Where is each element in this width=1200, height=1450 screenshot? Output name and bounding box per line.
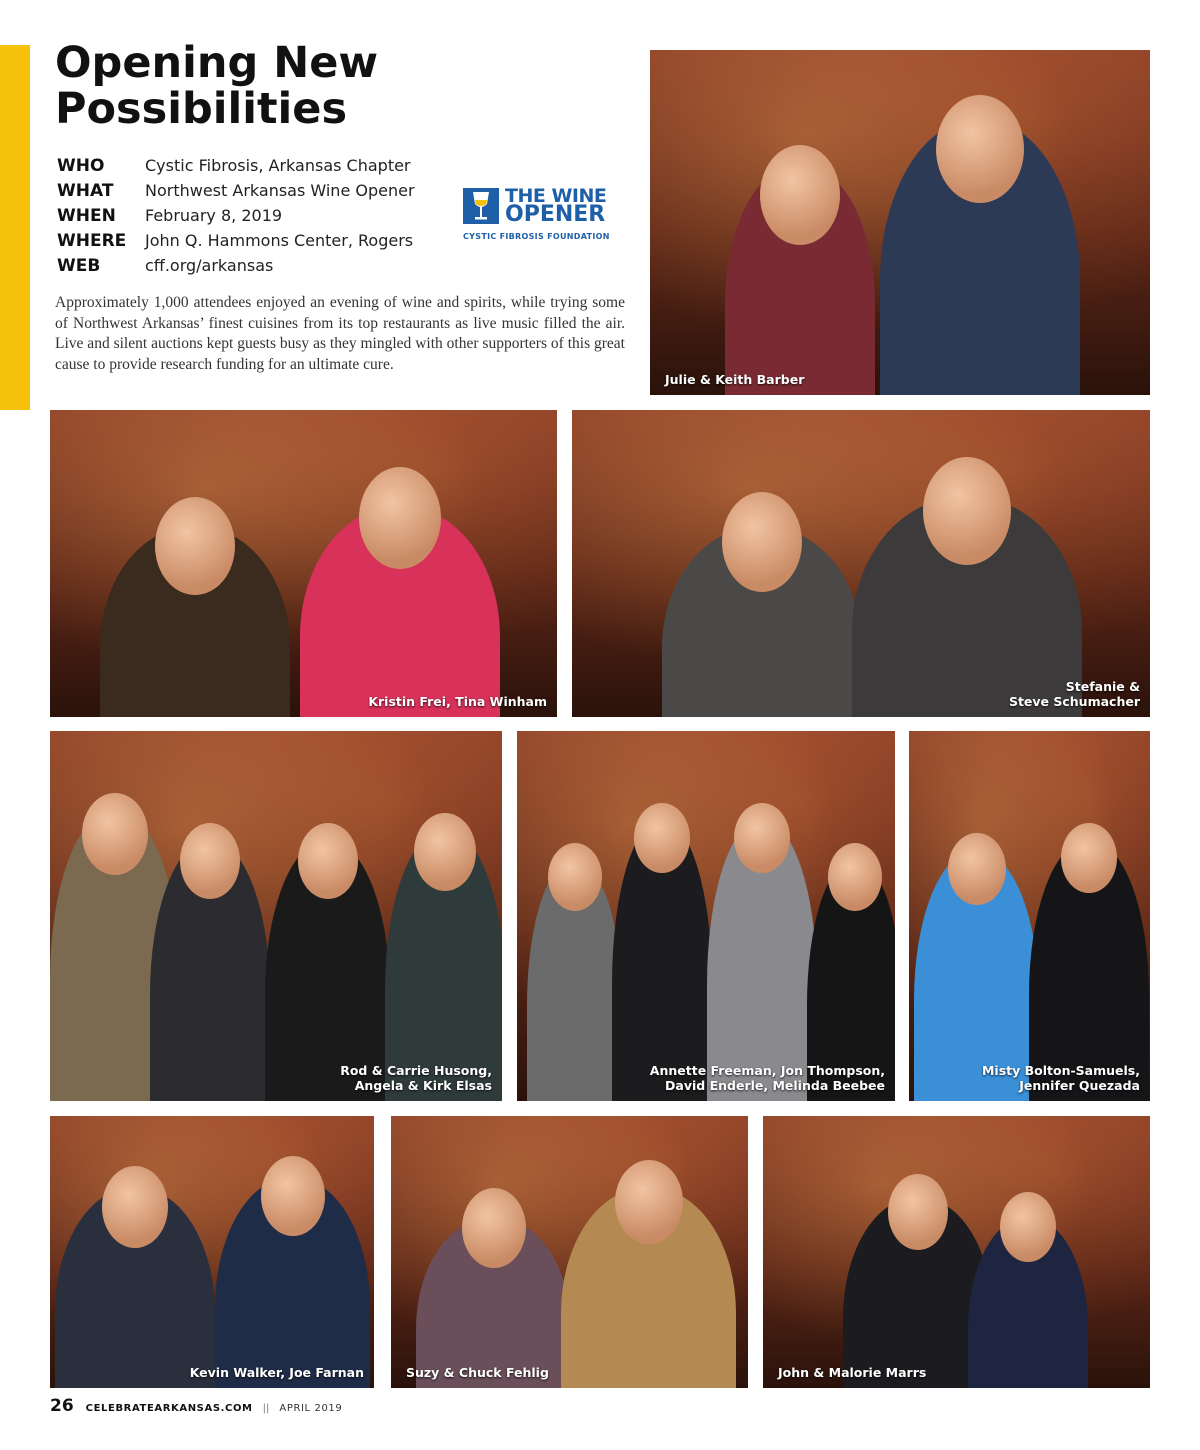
caption-line: Kristin Frei, Tina Winham [368, 694, 547, 709]
caption-line: Steve Schumacher [1008, 694, 1140, 709]
fact-value-link[interactable]: cff.org/arkansas [145, 256, 274, 275]
event-photo [572, 410, 1150, 717]
footer-separator: || [262, 1403, 270, 1414]
event-photo [909, 731, 1150, 1101]
logo-tagline: CYSTIC FIBROSIS FOUNDATION [463, 232, 610, 241]
fact-label: WHAT [57, 180, 114, 201]
person-figure [707, 821, 817, 1101]
person-figure [100, 527, 290, 717]
logo-line-2: OPENER [505, 202, 606, 227]
person-figure [1029, 841, 1149, 1101]
person-figure [725, 165, 875, 395]
event-photo [763, 1116, 1150, 1388]
photo-caption [406, 1365, 549, 1380]
fact-row-when [57, 203, 457, 228]
photo-caption [650, 1063, 885, 1093]
caption-line: Stefanie & [1065, 679, 1140, 694]
page-number: 26 [50, 1396, 74, 1416]
person-figure [527, 861, 622, 1101]
event-photo [50, 731, 502, 1101]
caption-line: Kevin Walker, Joe Farnan [189, 1365, 364, 1380]
caption-line: Suzy & Chuck Fehlig [406, 1365, 549, 1380]
caption-line: Jennifer Quezada [1019, 1078, 1140, 1093]
site-link[interactable]: CELEBRATEARKANSAS.COM [85, 1403, 253, 1414]
fact-row-where [57, 228, 457, 253]
fact-label: WHERE [57, 230, 127, 251]
caption-line: Annette Freeman, Jon Thompson, [649, 1063, 885, 1078]
event-photo [50, 410, 557, 717]
event-photo [391, 1116, 748, 1388]
photo-caption [368, 694, 547, 709]
person-figure [416, 1218, 571, 1388]
person-figure [561, 1188, 736, 1388]
fact-row-web [57, 253, 457, 278]
event-facts [57, 153, 457, 278]
person-figure [880, 120, 1080, 395]
caption-line: Angela & Kirk Elsas [354, 1078, 492, 1093]
person-figure [265, 841, 390, 1101]
wine-glass-icon [463, 188, 499, 224]
title-line-1: Opening New [55, 38, 379, 88]
title-line-2: Possibilities [55, 84, 348, 134]
accent-bar [0, 45, 30, 410]
intro-paragraph: Approximately 1,000 attendees enjoyed an evening of wine and spirits, while trying some of Northwest Arkansas’ finest cuisines from its top restaurants as live music filled the air. Live and silent auctions kept guests busy as they mingled with other supporters of this great cause to provide research funding for an ultimate cure. [55, 294, 625, 373]
fact-label: WHEN [57, 205, 116, 226]
issue-date: APRIL 2019 [279, 1403, 343, 1414]
fact-row-who [57, 153, 457, 178]
person-figure [612, 821, 712, 1101]
photo-caption [1009, 679, 1140, 709]
person-figure [385, 831, 502, 1101]
fact-value: Northwest Arkansas Wine Opener [145, 181, 415, 200]
photo-caption [982, 1063, 1140, 1093]
fact-value: February 8, 2019 [145, 206, 283, 225]
photo-caption [665, 372, 804, 387]
event-photo [50, 1116, 374, 1388]
caption-line: John & Malorie Marrs [778, 1365, 927, 1380]
logo-line-1: THE WINE [505, 185, 607, 207]
fact-label: WEB [57, 255, 101, 276]
caption-line: David Enderle, Melinda Beebee [665, 1078, 885, 1093]
person-figure [55, 1188, 215, 1388]
person-figure [215, 1178, 370, 1388]
article-title [55, 40, 615, 132]
page-footer [50, 1396, 342, 1416]
person-figure [300, 507, 500, 717]
person-figure [968, 1218, 1088, 1388]
fact-value: Cystic Fibrosis, Arkansas Chapter [145, 156, 411, 175]
fact-label: WHO [57, 155, 105, 176]
photo-caption [778, 1365, 926, 1380]
event-photo [517, 731, 895, 1101]
caption-line: Rod & Carrie Husong, [340, 1063, 492, 1078]
fact-row-what [57, 178, 457, 203]
photo-caption [190, 1365, 364, 1380]
person-figure [150, 841, 270, 1101]
photo-caption [340, 1063, 492, 1093]
person-figure [662, 527, 862, 717]
wine-opener-logo [463, 186, 613, 244]
caption-line: Misty Bolton-Samuels, [981, 1063, 1140, 1078]
caption-line: Julie & Keith Barber [665, 372, 805, 387]
fact-value: John Q. Hammons Center, Rogers [145, 231, 414, 250]
event-photo [650, 50, 1150, 395]
